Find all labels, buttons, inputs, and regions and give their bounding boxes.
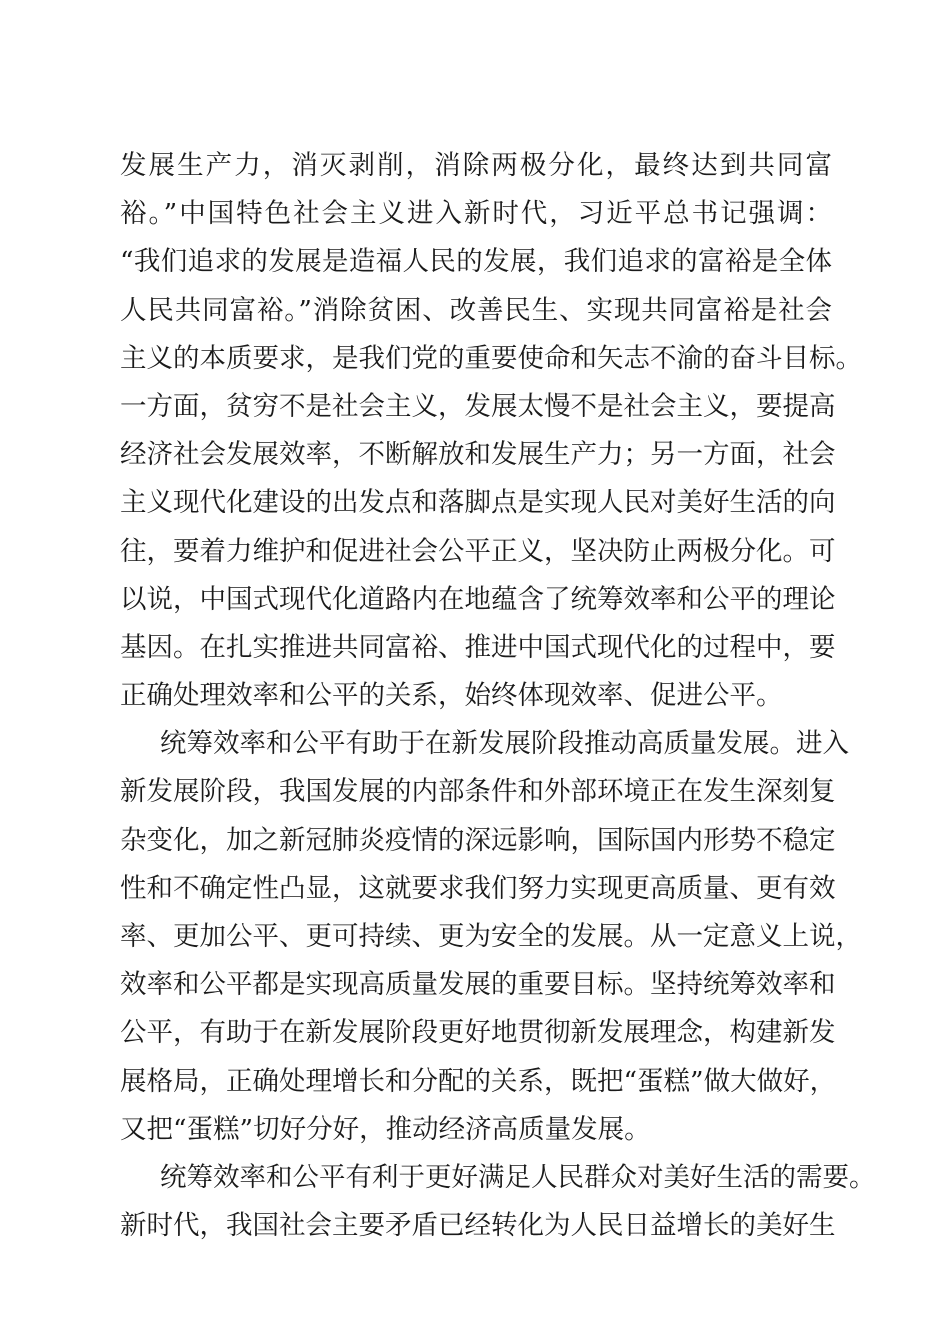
text-line: 展格局，正确处理增长和分配的关系，既把“蛋糕”做大做好， <box>120 1065 837 1097</box>
text-line: 又把“蛋糕”切好分好，推动经济高质量发展。 <box>120 1113 651 1145</box>
text-line: 效率和公平都是实现高质量发展的重要目标。坚持统筹效率和 <box>120 969 836 1001</box>
text-line: “我们追求的发展是造福人民的发展，我们追求的富裕是全体 <box>120 246 832 278</box>
text-line: 主义现代化建设的出发点和落脚点是实现人民对美好生活的向 <box>120 487 836 519</box>
text-line: 基因。在扎实推进共同富裕、推进中国式现代化的过程中，要 <box>120 631 836 663</box>
text-line: 性和不确定性凸显，这就要求我们努力实现更高质量、更有效 <box>120 872 836 904</box>
text-line: 一方面，贫穷不是社会主义，发展太慢不是社会主义，要提高 <box>120 390 836 422</box>
text-line: 率、更加公平、更可持续、更为安全的发展。从一定意义上说， <box>120 921 862 952</box>
text-line: 主义的本质要求，是我们党的重要使命和矢志不渝的奋斗目标。 <box>120 342 862 374</box>
text-line: 裕。”中国特色社会主义进入新时代，习近平总书记强调： <box>120 198 832 230</box>
text-line: 人民共同富裕。”消除贫困、改善民生、实现共同富裕是社会 <box>120 294 832 326</box>
text-line: 往，要着力维护和促进社会公平正义，坚决防止两极分化。可 <box>120 535 836 567</box>
text-line: 新发展阶段，我国发展的内部条件和外部环境正在发生深刻复 <box>120 776 836 808</box>
body-text <box>120 142 876 1250</box>
text-line: 以说，中国式现代化道路内在地蕴含了统筹效率和公平的理论 <box>120 583 836 615</box>
text-line: 杂变化，加之新冠肺炎疫情的深远影响，国际国内形势不稳定 <box>120 824 836 856</box>
text-line: 公平，有助于在新发展阶段更好地贯彻新发展理念，构建新发 <box>120 1017 836 1049</box>
text-line: 正确处理效率和公平的关系，始终体现效率、促进公平。 <box>120 680 783 712</box>
text-line: 发展生产力，消灭剥削，消除两极分化，最终达到共同富 <box>120 150 832 181</box>
text-line: 新时代，我国社会主要矛盾已经转化为人民日益增长的美好生 <box>120 1210 836 1242</box>
text-line: 经济社会发展效率，不断解放和发展生产力；另一方面，社会 <box>120 439 836 471</box>
paragraph-first-line: 统筹效率和公平有利于更好满足人民群众对美好生活的需要。 <box>160 1161 876 1193</box>
paragraph-first-line: 统筹效率和公平有助于在新发展阶段推动高质量发展。进入 <box>160 728 849 760</box>
